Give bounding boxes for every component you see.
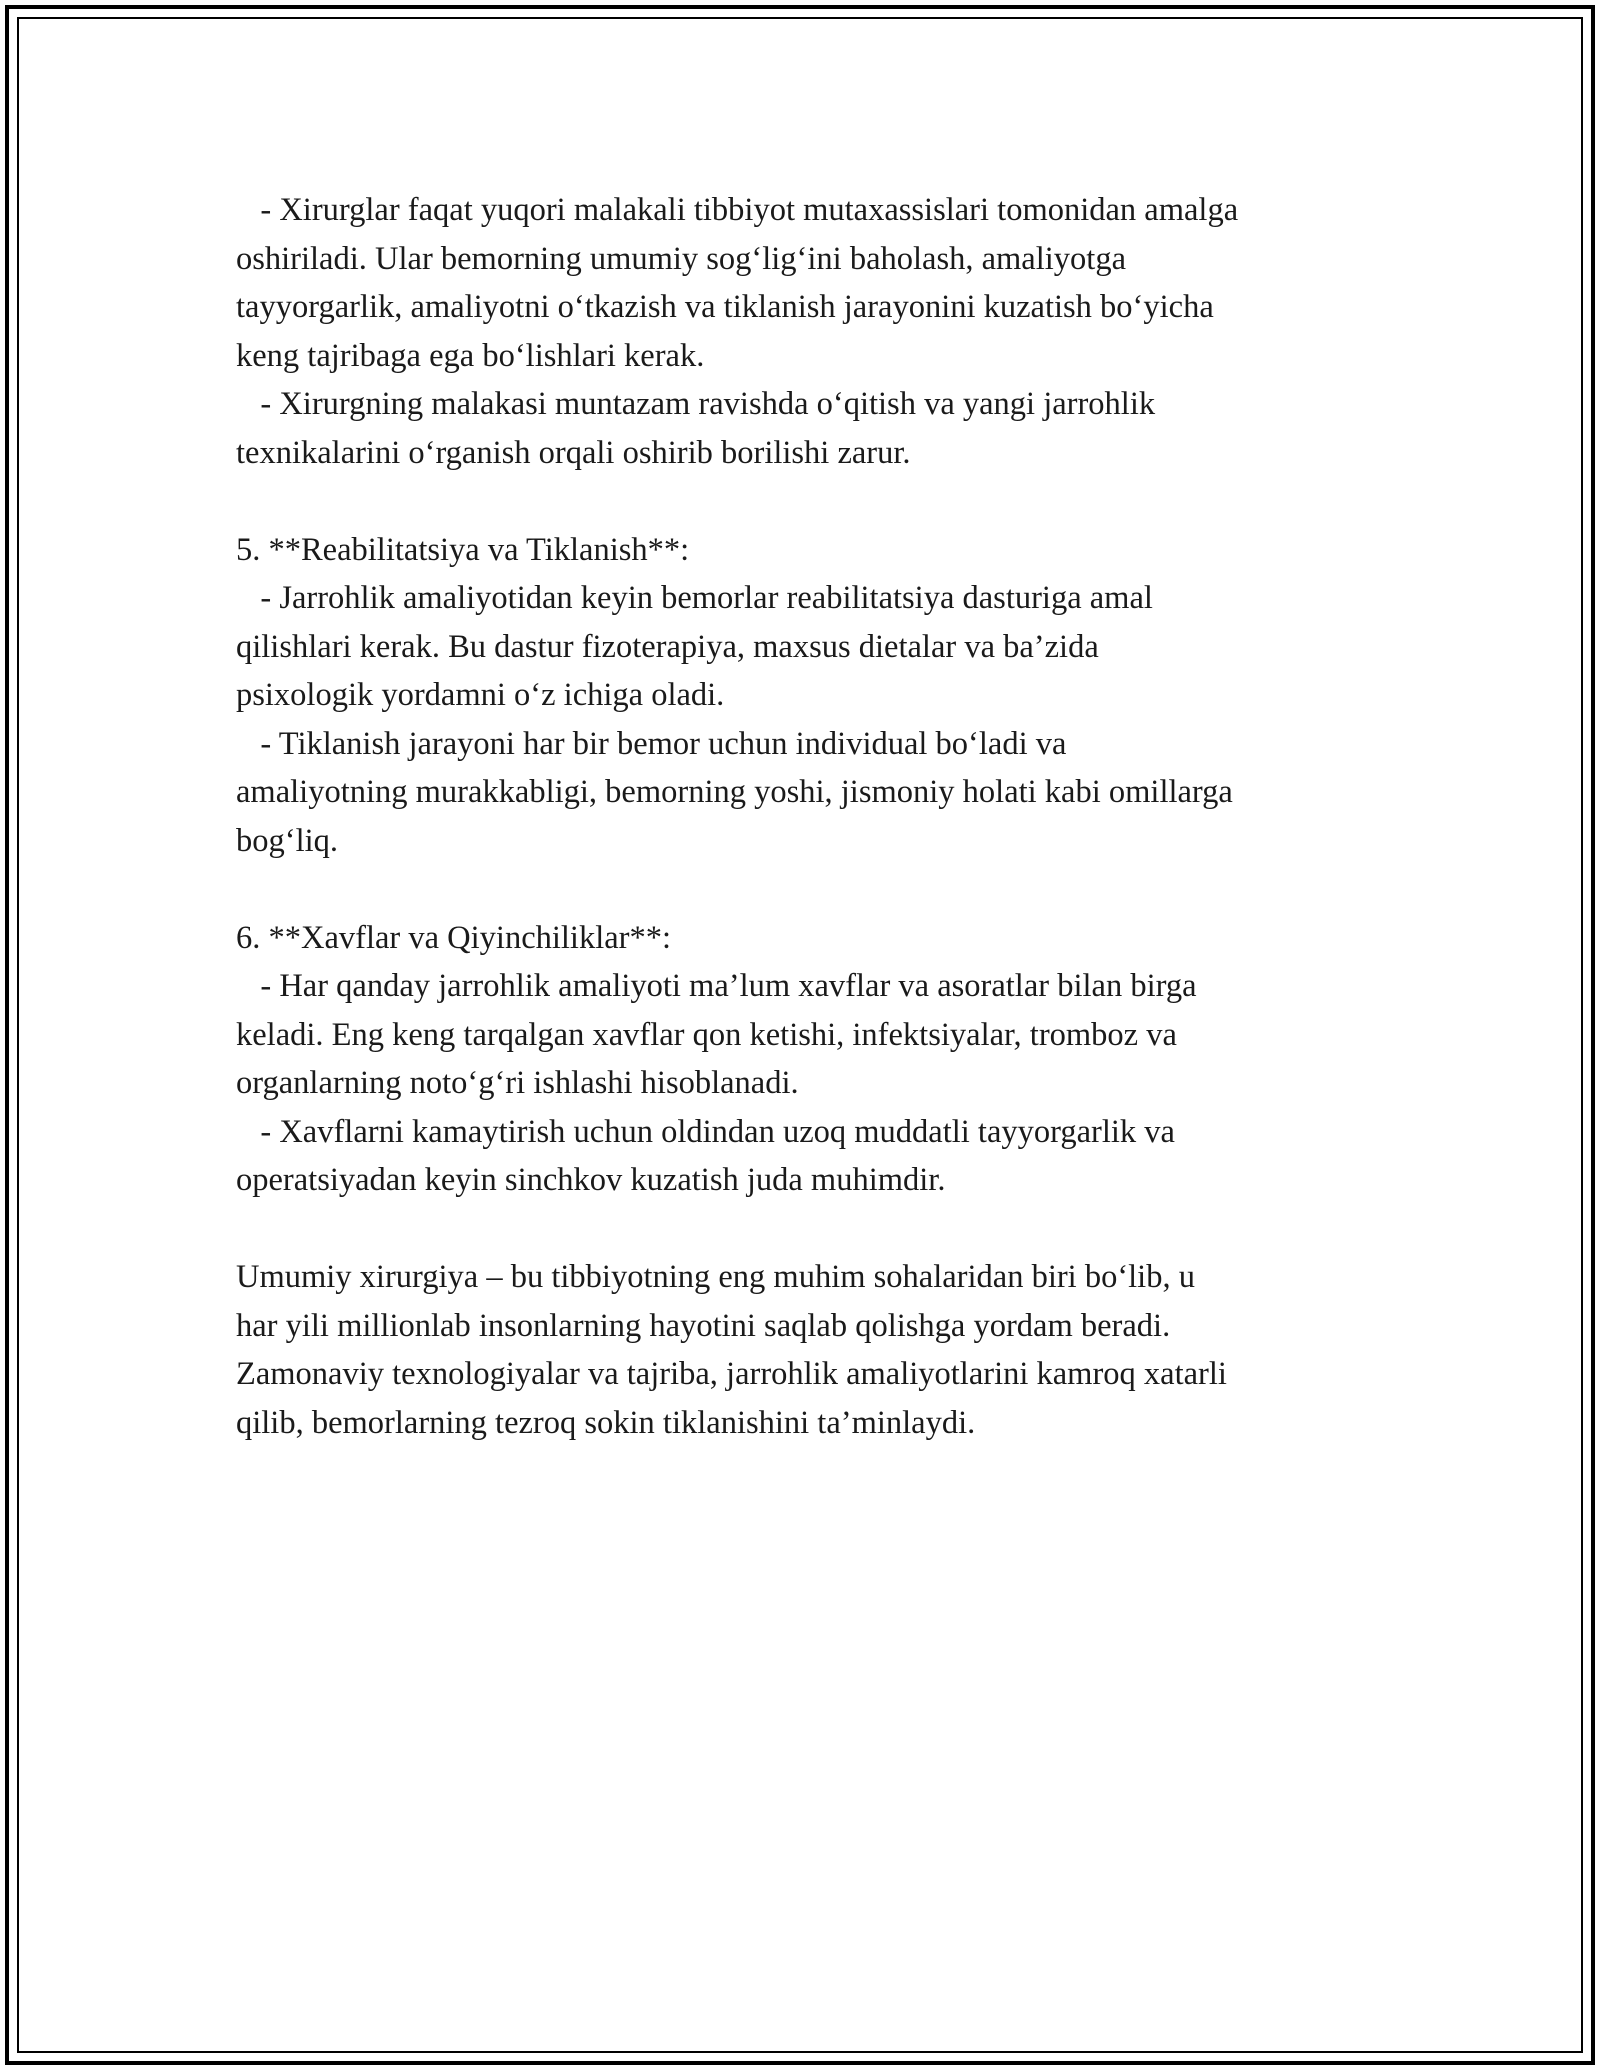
text-line: operatsiyadan keyin sinchkov kuzatish juda muhimdir. — [236, 1162, 946, 1198]
text-line: keng tajribaga ega bo‘lishlari kerak. — [236, 337, 705, 374]
text-line: keladi. Eng keng tarqalgan xavflar qon ketishi, infektsiyalar, tromboz va — [236, 1016, 1177, 1053]
text-line: psixologik yordamni o‘z ichiga oladi. — [236, 677, 725, 713]
text-line: qilib, bemorlarning tezroq sokin tiklanishini ta’minlaydi. — [236, 1404, 976, 1441]
text-line: organlarning noto‘g‘ri ishlashi hisoblanadi. — [236, 1065, 799, 1101]
text-line: texnikalarini o‘rganish orqali oshirib borilishi zarur. — [236, 434, 911, 471]
text-line: - Jarrohlik amaliyotidan keyin bemorlar reabilitatsiya dasturiga amal — [236, 580, 1153, 616]
text-line: - Xavflarni kamaytirish uchun oldindan uzoq muddatli tayyorgarlik va — [236, 1113, 1175, 1150]
text-line: Zamonaviy texnologiyalar va tajriba, jarrohlik amaliyotlarini kamroq xatarli — [236, 1356, 1227, 1392]
paragraph-gap — [236, 477, 1396, 526]
paragraph-gap — [236, 1205, 1396, 1254]
text-line: - Har qanday jarrohlik amaliyoti ma’lum xavflar va asoratlar bilan birga — [236, 968, 1197, 1004]
text-line: Umumiy xirurgiya – bu tibbiyotning eng muhim sohalaridan biri bo‘lib, u — [236, 1259, 1195, 1295]
text-line: - Tiklanish jarayoni har bir bemor uchun individual bo‘ladi va — [236, 725, 1067, 762]
text-line: tayyorgarlik, amaliyotni o‘tkazish va tiklanish jarayonini kuzatish bo‘yicha — [236, 289, 1214, 325]
text-line: oshiriladi. Ular bemorning umumiy sog‘lig‘ini baholash, amaliyotga — [236, 240, 1126, 277]
text-line: har yili millionlab insonlarning hayotini saqlab qolishga yordam beradi. — [236, 1307, 1171, 1344]
text-line: amaliyotning murakkabligi, bemorning yoshi, jismoniy holati kabi omillarga — [236, 774, 1233, 810]
text-line: - Xirurgning malakasi muntazam ravishda o‘qitish va yangi jarrohlik — [236, 386, 1156, 422]
section-heading: 6. **Xavflar va Qiyinchiliklar**: — [236, 919, 672, 956]
text-line: bog‘liq. — [236, 822, 339, 859]
text-line: - Xirurglar faqat yuqori malakali tibbiyot mutaxassislari tomonidan amalga — [236, 192, 1239, 228]
text-line: qilishlari kerak. Bu dastur fizoterapiya, maxsus dietalar va ba’zida — [236, 628, 1099, 665]
paragraph-gap — [236, 865, 1396, 914]
section-heading: 5. **Reabilitatsiya va Tiklanish**: — [236, 531, 690, 568]
document-body — [236, 186, 1396, 1447]
